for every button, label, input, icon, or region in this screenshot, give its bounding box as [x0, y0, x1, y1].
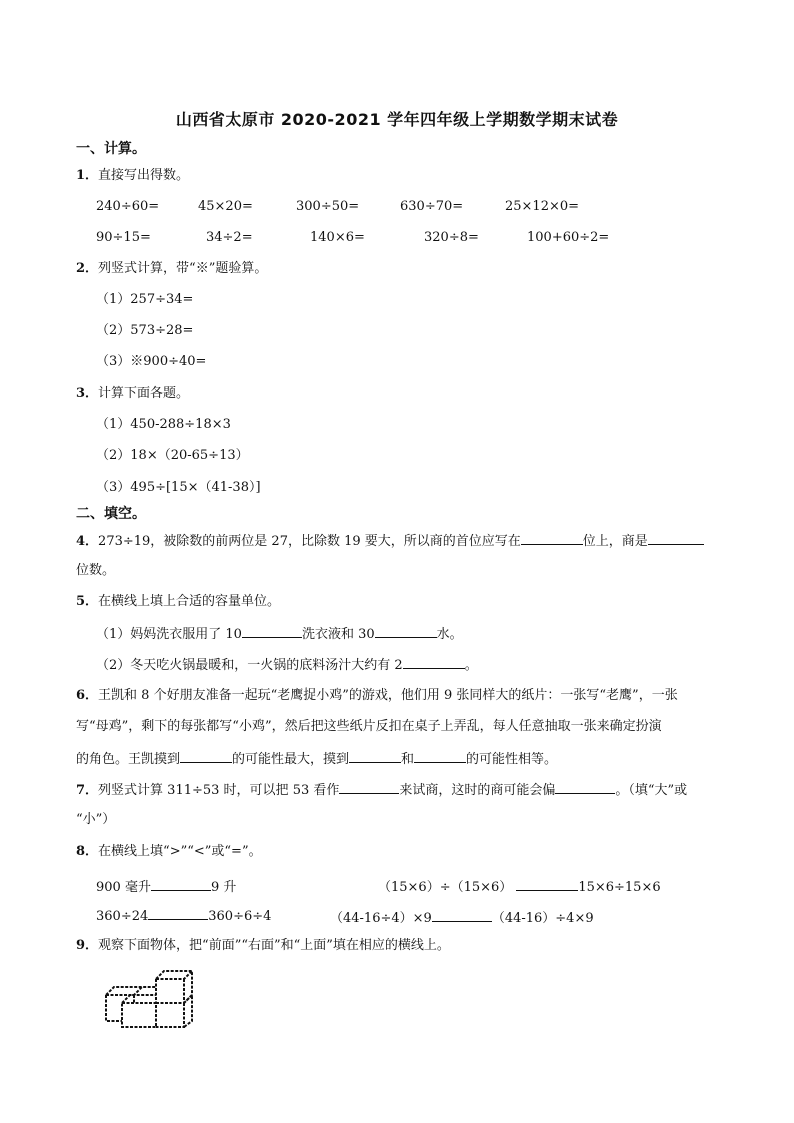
compare-left: 360÷24: [96, 909, 149, 924]
question-number: 6．: [76, 688, 99, 703]
question-text: 。（填“大”或: [615, 783, 688, 798]
answer-blank[interactable]: [151, 878, 211, 891]
answer-blank[interactable]: [403, 656, 465, 669]
question-2: [76, 261, 267, 277]
sub-item-text: 。: [464, 658, 478, 673]
answer-blank[interactable]: [521, 532, 583, 545]
sub-item: （2）573÷28=: [96, 323, 194, 338]
sub-item: （1）450-288÷18×3: [96, 417, 231, 432]
question-3: [76, 386, 189, 402]
section-heading-1: 一、计算。: [76, 141, 146, 157]
question-text: 列竖式计算 311÷53 时，可以把 53 看作: [98, 783, 340, 798]
compare-item: [96, 907, 271, 924]
sub-item-text: 洗衣液和 30: [301, 627, 375, 642]
compare-right: 15×6÷15×6: [578, 880, 661, 895]
question-text: 直接写出得数。: [98, 168, 190, 183]
calc-item: 630÷70=: [400, 199, 464, 214]
question-number: 1．: [76, 168, 99, 183]
question-text: 的可能性相等。: [466, 752, 558, 767]
question-number: 5．: [76, 594, 99, 609]
question-text: 来试商，这时的商可能会偏: [399, 783, 556, 798]
question-number: 3．: [76, 386, 99, 401]
sub-item: （3）※900÷40=: [96, 354, 207, 369]
question-text: 王凯和 8 个好朋友准备一起玩“老鹰捉小鸡”的游戏，他们用 9 张同样大的纸片：一张写“老鹰”，一张: [98, 688, 678, 703]
calc-item: 300÷50=: [296, 199, 360, 214]
question-1: [76, 168, 189, 184]
compare-left: 900 毫升: [96, 880, 151, 895]
question-text: 和: [401, 752, 415, 767]
question-number: 2．: [76, 261, 99, 276]
calc-item: 45×20=: [198, 199, 253, 214]
calc-item: 25×12×0=: [505, 199, 580, 214]
question-text: 在横线上填“>”“<”或“=”。: [98, 844, 262, 859]
answer-blank[interactable]: [414, 750, 466, 763]
compare-left: （44-16÷4）×9: [330, 911, 432, 926]
question-text: 计算下面各题。: [98, 386, 190, 401]
calc-item: 90÷15=: [96, 230, 151, 245]
question-number: 8．: [76, 844, 99, 859]
question-6-line-3: [76, 750, 557, 768]
question-9: [76, 938, 450, 954]
cube-stack-figure: [100, 965, 200, 1031]
calc-item: 320÷8=: [424, 230, 479, 245]
question-6-line-2: 写“母鸡”，剩下的每张都写“小鸡”，然后把这些纸片反扣在桌子上弄乱，每人任意抽取一张来确定扮演: [76, 719, 662, 734]
compare-left: （15×6）÷（15×6）: [378, 880, 513, 895]
section-heading-2: 二、填空。: [76, 506, 146, 522]
answer-blank[interactable]: [242, 625, 302, 638]
compare-right: 360÷6÷4: [208, 909, 272, 924]
question-7: [76, 781, 687, 799]
question-text: 的角色。王凯摸到: [76, 752, 181, 767]
answer-blank[interactable]: [555, 781, 615, 794]
sub-item: （1）257÷34=: [96, 292, 194, 307]
compare-item: [96, 876, 236, 895]
answer-blank[interactable]: [339, 781, 399, 794]
question-number: 4．: [76, 534, 99, 549]
answer-blank[interactable]: [148, 907, 208, 920]
question-4: [76, 532, 704, 550]
question-text: 的可能性最大，摸到: [232, 752, 350, 767]
calc-item: 34÷2=: [206, 230, 253, 245]
sub-item: [96, 656, 478, 674]
question-text: 在横线上填上合适的容量单位。: [98, 594, 281, 609]
calc-item: 100+60÷2=: [527, 230, 610, 245]
question-text: 列竖式计算，带“※”题验算。: [98, 261, 268, 276]
compare-right: 9 升: [210, 880, 237, 895]
answer-blank[interactable]: [180, 750, 232, 763]
question-4-continued: 位数。: [76, 563, 116, 578]
question-8: [76, 844, 262, 860]
answer-blank[interactable]: [516, 878, 578, 891]
question-text: 位上，商是: [582, 534, 648, 549]
page-title: 山西省太原市 2020-2021 学年四年级上学期数学期末试卷: [175, 110, 619, 129]
question-text: 273÷19，被除数的前两位是 27，比除数 19 要大，所以商的首位应写在: [98, 534, 521, 549]
calc-item: 140×6=: [310, 230, 365, 245]
compare-item: [330, 907, 594, 926]
question-6: [76, 688, 678, 704]
question-number: 9．: [76, 938, 99, 953]
answer-blank[interactable]: [432, 909, 492, 922]
sub-item-text: 水。: [436, 627, 463, 642]
sub-item: （3）495÷[15×（41-38）]: [96, 480, 261, 495]
sub-item-text: （2）冬天吃火锅最暖和，一火锅的底料汤汁大约有 2: [96, 658, 403, 673]
question-number: 7．: [76, 783, 99, 798]
sub-item: [96, 625, 463, 643]
calc-item: 240÷60=: [96, 199, 160, 214]
sub-item-text: （1）妈妈洗衣服用了 10: [96, 627, 242, 642]
compare-right: （44-16）÷4×9: [491, 911, 594, 926]
answer-blank[interactable]: [648, 532, 704, 545]
compare-item: [378, 876, 661, 895]
question-7-line-2: “小”）: [76, 812, 116, 827]
answer-blank[interactable]: [349, 750, 401, 763]
question-text: 观察下面物体，把“前面”“右面”和“上面”填在相应的横线上。: [98, 938, 450, 953]
sub-item: （2）18×（20-65÷13）: [96, 448, 249, 463]
question-5: [76, 594, 280, 610]
answer-blank[interactable]: [375, 625, 437, 638]
